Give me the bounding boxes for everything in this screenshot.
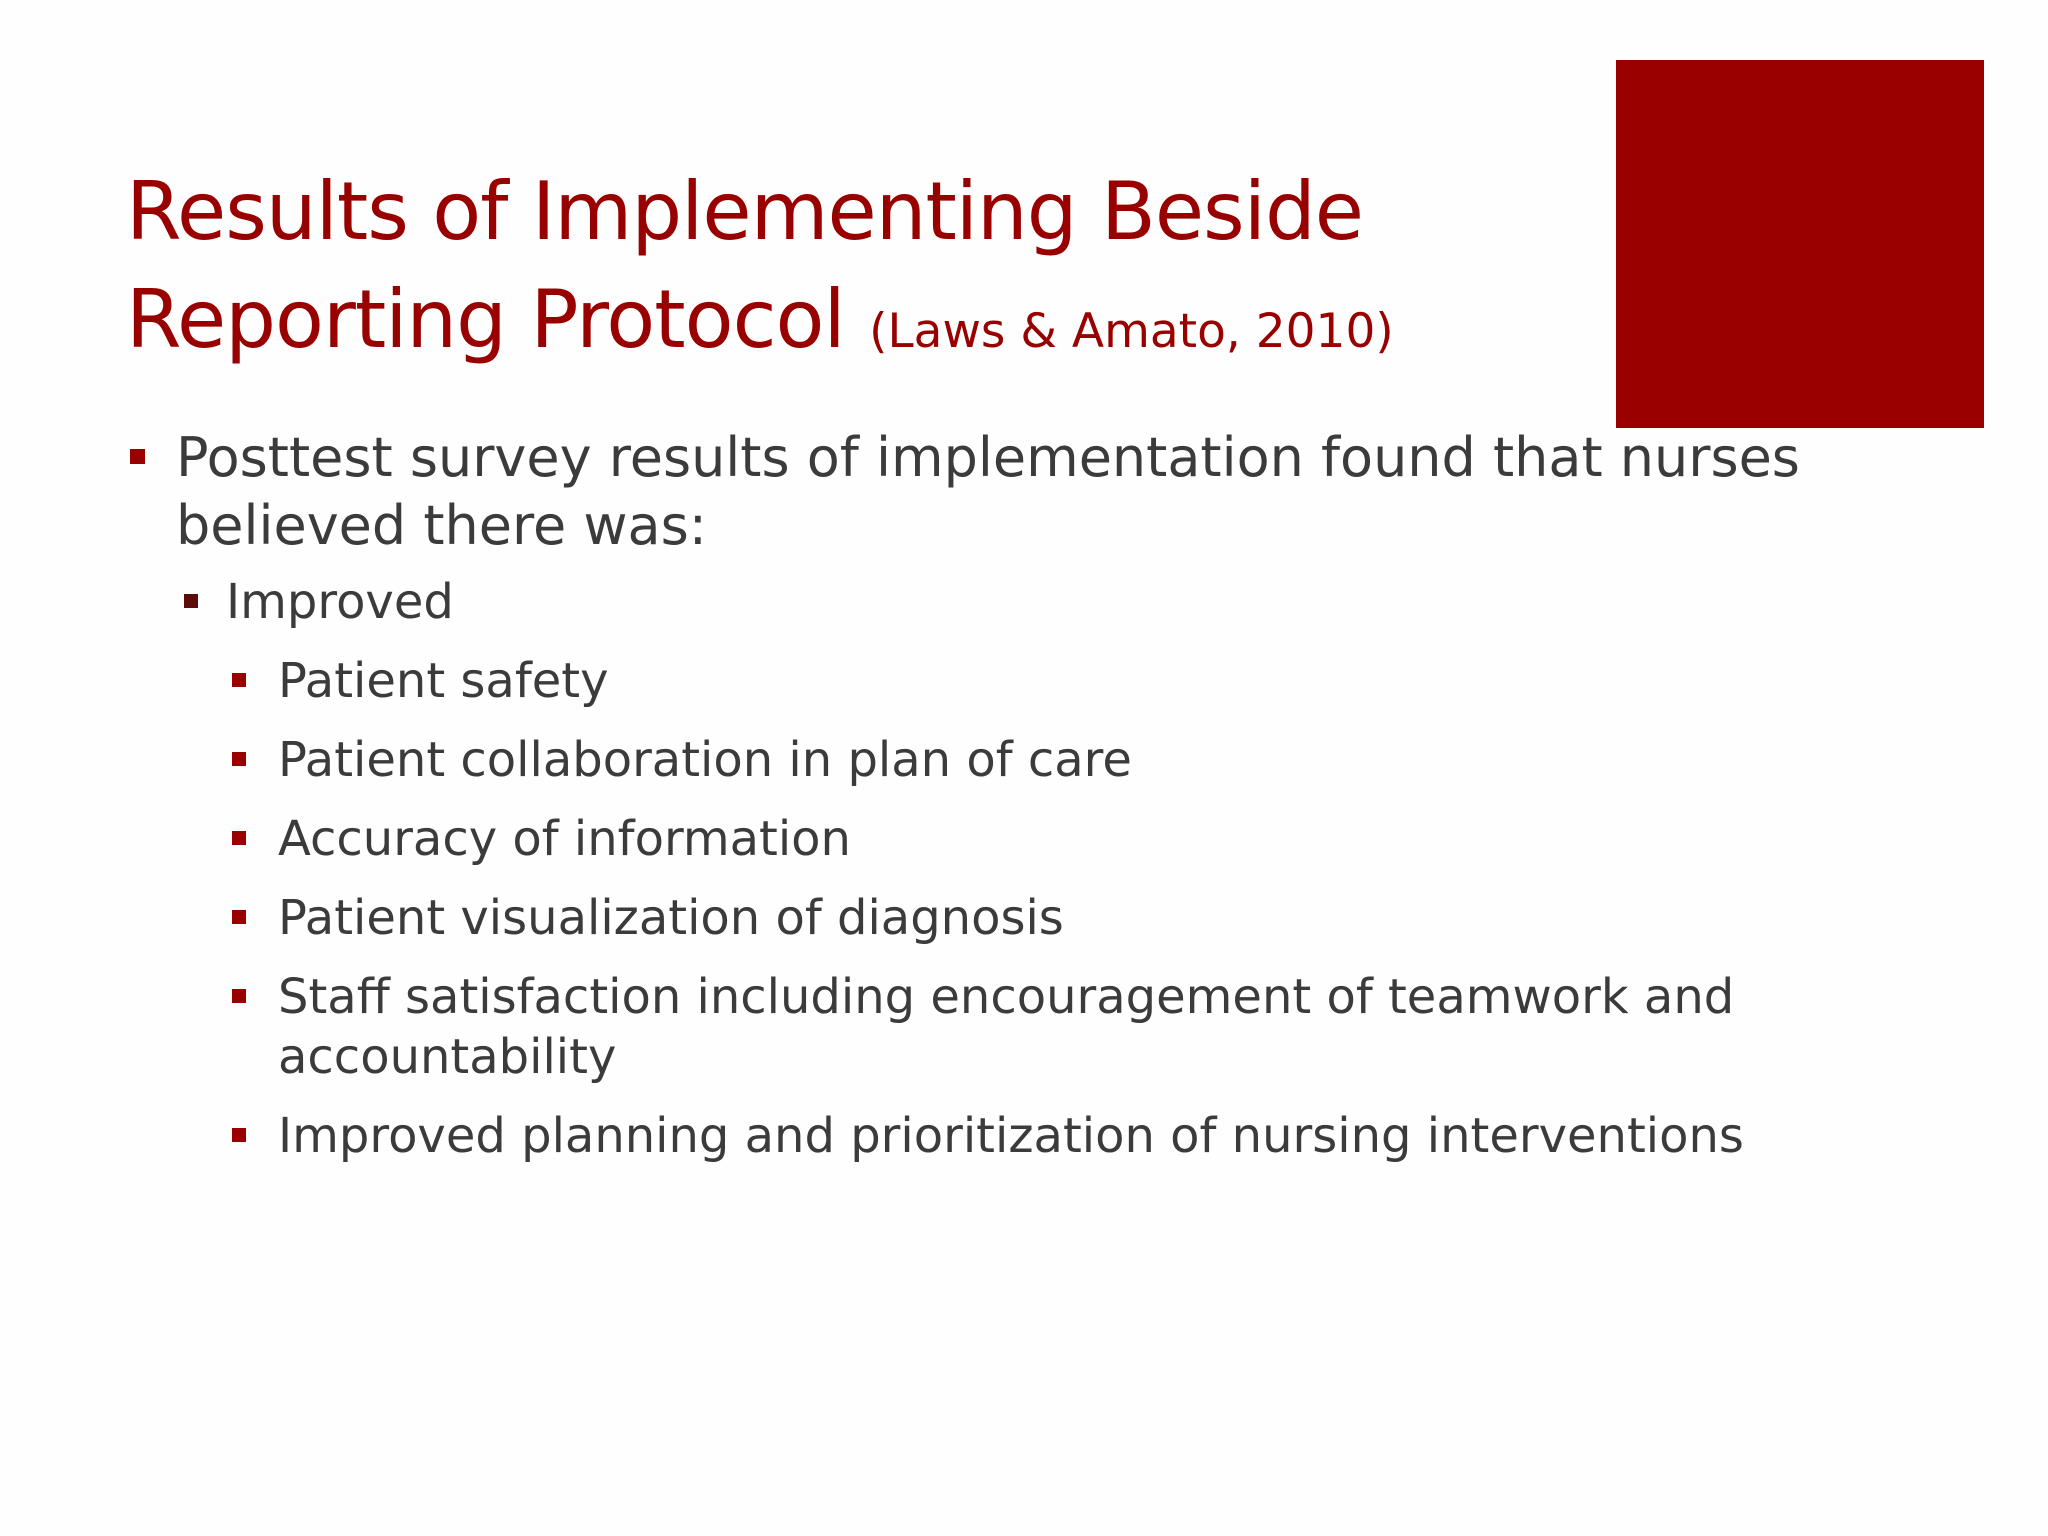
- square-bullet-icon: [232, 831, 246, 845]
- bullet-text: Improved planning and prioritization of nursing interventions: [278, 1108, 1744, 1164]
- bullet-text: Patient visualization of diagnosis: [278, 890, 1064, 946]
- bullet-item-level3: [126, 967, 1918, 1087]
- bullet-text: Posttest survey results of implementation found that nurses believed there was:: [176, 426, 1800, 557]
- bullet-text: Patient collaboration in plan of care: [278, 732, 1132, 788]
- square-bullet-icon: [232, 673, 246, 687]
- square-bullet-icon: [232, 752, 246, 766]
- bullet-text: Patient safety: [278, 653, 609, 709]
- title-main: Results of Implementing Beside Reporting Protocol: [126, 165, 1363, 366]
- bullet-item-level3: [126, 1106, 1918, 1166]
- square-bullet-icon: [232, 1128, 246, 1142]
- bullet-text: Improved: [226, 574, 454, 630]
- square-bullet-icon: [130, 449, 145, 464]
- square-bullet-icon: [232, 989, 246, 1003]
- slide-title: [126, 158, 1596, 386]
- bullet-item-level1: [126, 424, 1936, 560]
- bullet-item-level3: [126, 888, 1918, 948]
- bullet-item-level3: [126, 651, 1918, 711]
- bullet-item-level3: [126, 809, 1918, 869]
- title-citation: (Laws & Amato, 2010): [869, 304, 1394, 359]
- bullet-text: Staff satisfaction including encouragement of teamwork and accountability: [278, 969, 1735, 1085]
- square-bullet-icon: [184, 594, 198, 608]
- square-bullet-icon: [232, 910, 246, 924]
- bullet-text: Accuracy of information: [278, 811, 851, 867]
- bullet-item-level2: [126, 572, 1926, 632]
- bullet-item-level3: [126, 730, 1918, 790]
- accent-square: [1616, 60, 1984, 428]
- bullet-list: [126, 424, 1926, 1166]
